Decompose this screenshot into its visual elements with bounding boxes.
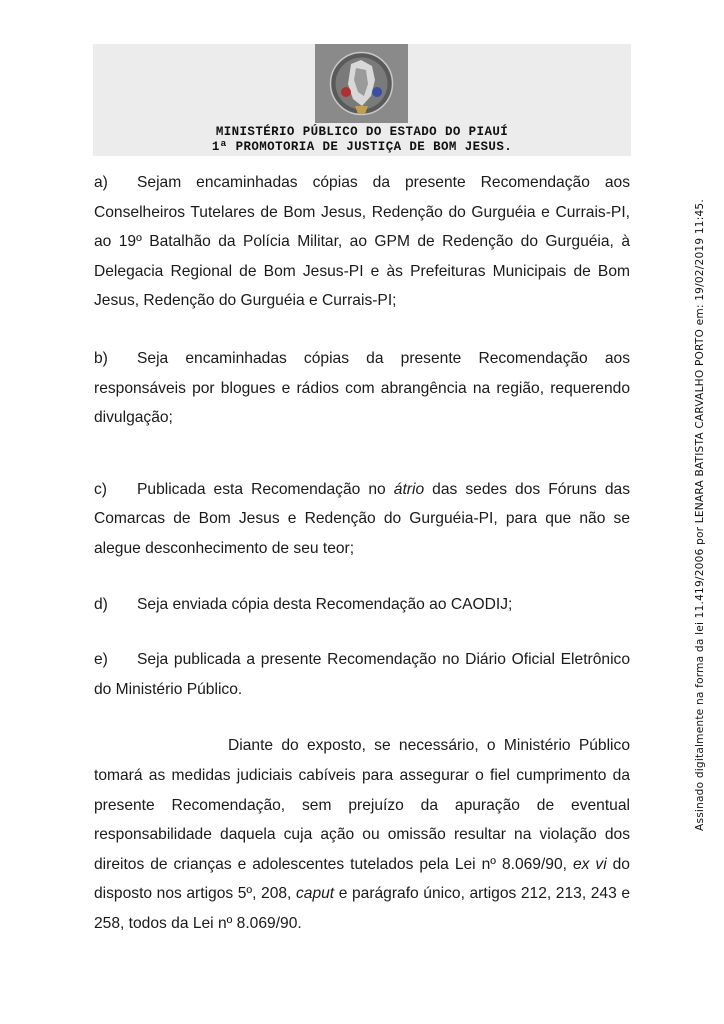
- promotoria-name-line: 1ª PROMOTORIA DE JUSTIÇA DE BOM JESUS.: [211, 140, 513, 154]
- italic-term: átrio: [393, 480, 425, 498]
- paragraph-text: Sejam encaminhadas cópias da presente Recomendação aos Conselheiros Tutelares de Bom Jesus, Redenção do Gurguéia e Currais-PI, ao 19º Batalhão da Polícia Militar, ao GPM de Redenção do Gurguéia, à Delegacia Regional de Bom Jesus-PI e às Prefeituras Municipais de Bom Jesus, Redenção do Gurguéia e Currais-PI;: [94, 174, 630, 310]
- paragraph-text: Seja encaminhadas cópias da presente Recomendação aos responsáveis por blogues e rádios com abrangência na região, requerendo divulgação;: [94, 349, 630, 427]
- paragraph-d: [94, 590, 630, 620]
- document-body: [94, 168, 630, 938]
- paragraph-text: e parágrafo único, artigos 212, 213, 243 e 258, todos da Lei nº 8.069/90.: [94, 885, 631, 932]
- paragraph-text: Seja publicada a presente Recomendação no Diário Oficial Eletrônico do Ministério Público.: [94, 651, 630, 698]
- paragraph-text: Seja enviada cópia desta Recomendação ao CAODIJ;: [137, 595, 513, 613]
- paragraph-a: [94, 168, 630, 316]
- italic-term: ex vi: [572, 855, 607, 873]
- digital-signature-text: Assinado digitalmente na forma da lei 11.419/2006 por LENARA BATISTA CARVALHO PORTO em: 19/02/2019 11:45.: [694, 199, 706, 831]
- paragraph-label: e): [94, 651, 108, 669]
- paragraph-c: [94, 475, 630, 564]
- org-name-line: MINISTÉRIO PÚBLICO DO ESTADO DO PIAUÍ: [215, 125, 509, 139]
- paragraph-b: [94, 344, 630, 433]
- italic-term: caput: [295, 885, 335, 903]
- paragraph-label: d): [94, 595, 108, 613]
- paragraph-label: a): [94, 174, 108, 191]
- document-header: [93, 44, 631, 156]
- paragraph-text: das sedes dos Fóruns das Comarcas de Bom Jesus e Redenção do Gurguéia-PI, para que não se alegue desconhecimento de seu teor;: [94, 480, 630, 557]
- paragraph-label: b): [94, 349, 108, 367]
- paragraph-e: [94, 645, 630, 704]
- paragraph-text: do disposto nos artigos 5º, 208,: [94, 855, 630, 903]
- ministerio-publico-emblem-icon: [315, 44, 408, 123]
- closing-paragraph: [94, 731, 630, 938]
- paragraph-text: Diante do exposto, se necessário, o Ministério Público tomará as medidas judiciais cabíveis para assegurar o fiel cumprimento da presente Recomendação, sem prejuízo da apuração de eventual responsabilidade daquela cuja ação ou omissão resultar na violação dos direitos de crianças e adolescentes tutelados pela Lei nº 8.069/90,: [94, 737, 630, 873]
- digital-signature-margin: [685, 170, 715, 860]
- paragraph-label: c): [94, 480, 107, 498]
- paragraph-text: Publicada esta Recomendação no: [137, 480, 394, 498]
